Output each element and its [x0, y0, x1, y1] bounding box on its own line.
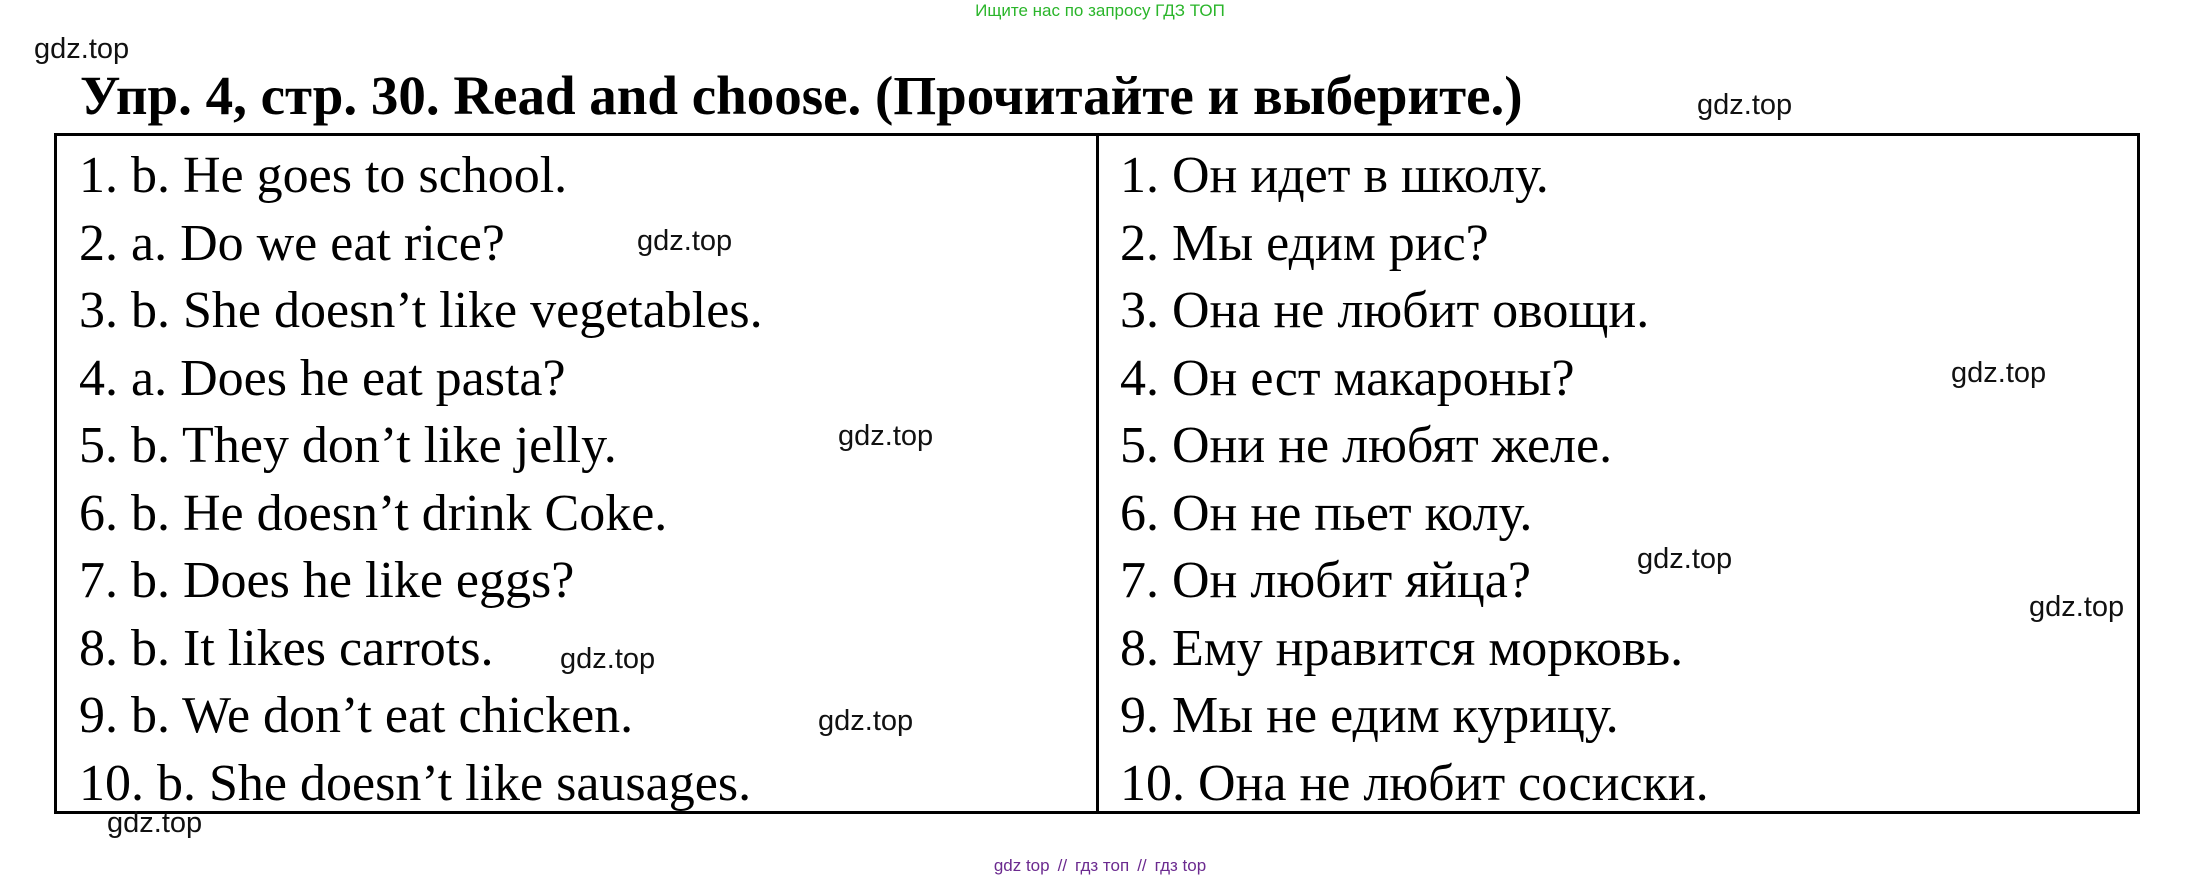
english-answer-line: 6. b. He doesn’t drink Coke.	[79, 484, 668, 542]
watermark: gdz.top	[818, 705, 914, 737]
english-answer-line: 10. b. She doesn’t like sausages.	[79, 754, 752, 812]
watermark: gdz.top	[838, 420, 934, 452]
watermark: gdz.top	[1637, 543, 1733, 575]
russian-translation-line: 5. Они не любят желе.	[1120, 417, 1613, 474]
footer-links	[0, 857, 2200, 874]
russian-translation-line: 10. Она не любит сосиски.	[1120, 754, 1709, 812]
watermark: gdz.top	[107, 807, 203, 839]
russian-translation-line: 2. Мы едим рис?	[1120, 214, 1489, 272]
russian-translation-line: 8. Ему нравится морковь.	[1120, 619, 1684, 677]
english-answer-line: 3. b. She doesn’t like vegetables.	[79, 282, 763, 339]
russian-translation-line: 4. Он ест макароны?	[1120, 349, 1575, 407]
footer-link-gdz-top-mixed[interactable]: гдз top	[1154, 856, 1207, 875]
search-banner: Ищите нас по запросу ГДЗ ТОП	[975, 1, 1225, 20]
english-answer-line: 4. a. Does he eat pasta?	[79, 349, 566, 407]
russian-translation-line: 9. Мы не едим курицу.	[1120, 687, 1619, 744]
english-answer-line: 7. b. Does he like eggs?	[79, 552, 575, 609]
english-answer-line: 1. b. He goes to school.	[79, 147, 568, 204]
watermark: gdz.top	[1697, 89, 1793, 121]
russian-translation-line: 1. Он идет в школу.	[1120, 147, 1549, 204]
footer-separator: //	[1057, 856, 1068, 875]
answer-table	[54, 133, 2140, 814]
english-answer-line: 5. b. They don’t like jelly.	[79, 417, 617, 474]
footer-link-gdz-top[interactable]: gdz top	[993, 856, 1050, 875]
english-answer-line: 8. b. It likes carrots.	[79, 619, 494, 677]
watermark: gdz.top	[1951, 357, 2047, 389]
russian-translation-line: 6. Он не пьет колу.	[1120, 484, 1533, 542]
english-answer-line: 9. b. We don’t eat chicken.	[79, 687, 634, 744]
watermark: gdz.top	[34, 33, 130, 65]
footer-separator: //	[1137, 856, 1147, 875]
russian-translation-line: 3. Она не любит овощи.	[1120, 282, 1650, 339]
watermark: gdz.top	[560, 643, 656, 675]
russian-translations-column	[1120, 142, 1709, 817]
page-title: Упр. 4, стр. 30. Read and choose. (Прочитайте и выберите.)	[80, 65, 1523, 126]
watermark: gdz.top	[637, 225, 733, 257]
russian-translation-line: 7. Он любит яйца?	[1120, 552, 1531, 609]
watermark: gdz.top	[2029, 591, 2125, 623]
column-divider	[1096, 136, 1099, 811]
english-answer-line: 2. a. Do we eat rice?	[79, 214, 505, 272]
footer-link-gdz-top-ru[interactable]: гдз топ	[1075, 856, 1130, 875]
